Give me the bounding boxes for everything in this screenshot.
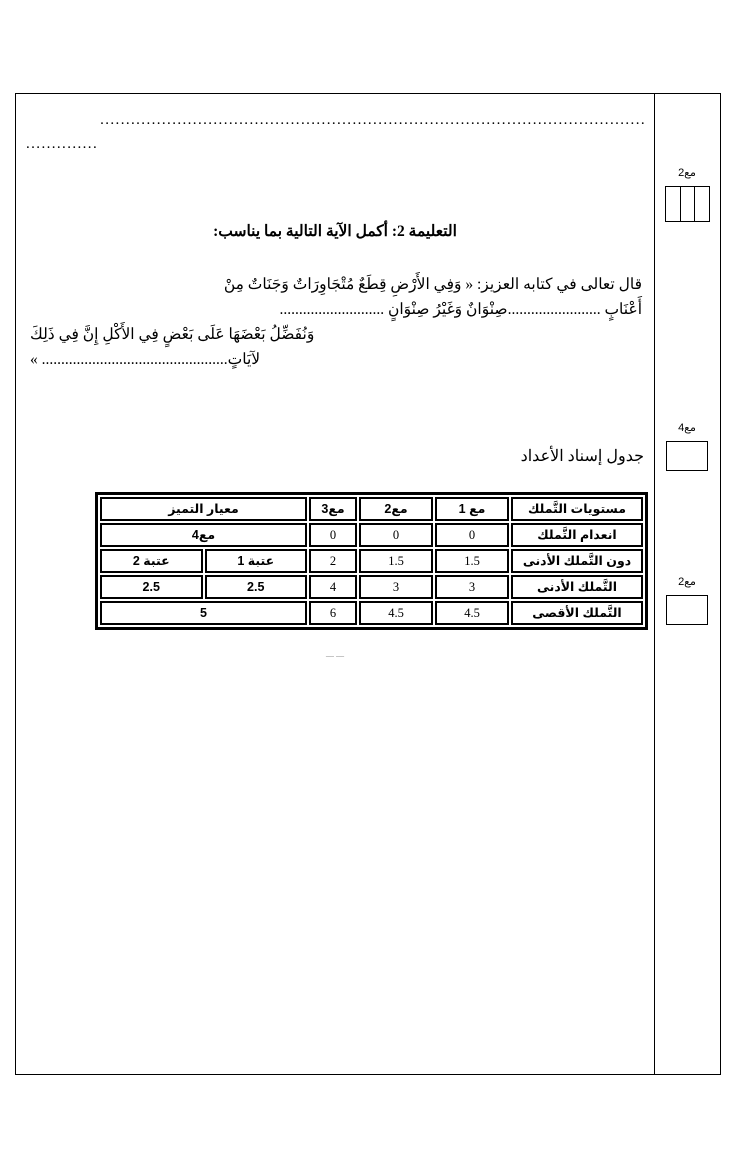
exam-page-frame xyxy=(15,93,721,1075)
header-levels: مستويات التَّملك xyxy=(511,497,643,521)
table-row xyxy=(100,575,643,599)
header-m2: مع2 xyxy=(359,497,433,521)
row-m3: 0 xyxy=(309,523,357,547)
score-marker-2 xyxy=(654,421,720,471)
row-level: انعدام التَّملك xyxy=(511,523,643,547)
score-marker-2-label: مع4 xyxy=(678,422,696,434)
grade-table-container xyxy=(95,492,648,630)
score-column xyxy=(654,94,720,1074)
row-criterion-threshold-1: عتبة 1 xyxy=(205,549,308,573)
score-cell[interactable] xyxy=(680,187,694,221)
scan-artifact: ـــ ـــ xyxy=(325,649,345,659)
table-header-row xyxy=(100,497,643,521)
row-m1: 4.5 xyxy=(435,601,509,625)
verse-line-1: قال تعالى في كتابه العزيز: « وَفِي الأَرْضِ قِطَعٌ مُتْجَاوِرَاتٌ وَجَنَاتٌ مِنْ xyxy=(223,276,642,293)
answer-dotted-lines xyxy=(26,108,646,156)
header-m1: مع 1 xyxy=(435,497,509,521)
table-row xyxy=(100,523,643,547)
score-box-single[interactable] xyxy=(666,441,708,471)
row-m1: 0 xyxy=(435,523,509,547)
row-m2: 3 xyxy=(359,575,433,599)
verse-line-2: أَعْنَابٍ ........................صِنْوَانٌ وَغَيْرُ صِنْوَانٍ ........................... xyxy=(279,301,642,318)
row-criterion-threshold-2: 2.5 xyxy=(100,575,203,599)
row-m1: 3 xyxy=(435,575,509,599)
score-box-triple[interactable] xyxy=(665,186,710,222)
row-m2: 0 xyxy=(359,523,433,547)
score-marker-3 xyxy=(654,575,720,625)
row-level: التَّملك الأقصى xyxy=(511,601,643,625)
row-m3: 6 xyxy=(309,601,357,625)
row-criterion: مع4 xyxy=(100,523,307,547)
header-m3: مع3 xyxy=(309,497,357,521)
verse-line-4: لآيَاتٍ................................................ » xyxy=(30,351,261,368)
score-marker-1 xyxy=(654,166,720,222)
row-m3: 2 xyxy=(309,549,357,573)
answer-line-full[interactable]: .......................................................................................................... xyxy=(100,112,646,128)
row-m1: 1.5 xyxy=(435,549,509,573)
grade-table xyxy=(98,495,645,627)
score-cell[interactable] xyxy=(694,187,708,221)
row-m3: 4 xyxy=(309,575,357,599)
score-box-single[interactable] xyxy=(666,595,708,625)
row-m2: 1.5 xyxy=(359,549,433,573)
row-m2: 4.5 xyxy=(359,601,433,625)
content-column xyxy=(16,94,654,1074)
instruction-heading: التعليمة 2: أكمل الآية التالية بما يناسب: xyxy=(213,223,457,240)
table-caption: جدول إسناد الأعداد xyxy=(520,448,644,465)
row-criterion-threshold-2: عتبة 2 xyxy=(100,549,203,573)
row-criterion-threshold-1: 2.5 xyxy=(205,575,308,599)
row-level: دون التَّملك الأدنى xyxy=(511,549,643,573)
row-level: التَّملك الأدنى xyxy=(511,575,643,599)
score-marker-3-label: مع2 xyxy=(678,576,696,588)
table-row xyxy=(100,549,643,573)
header-criterion: معيار التميز xyxy=(100,497,307,521)
verse-line-3: وَنُفَضِّلُ بَعْضَهَا عَلَى بَعْضٍ فِي الأَكْلِ إِنَّ فِي ذَلِكَ xyxy=(30,326,315,343)
score-cell[interactable] xyxy=(666,187,680,221)
verse-block xyxy=(30,272,642,372)
score-marker-1-label: مع2 xyxy=(678,167,696,179)
table-row xyxy=(100,601,643,625)
answer-line-short[interactable]: .............. xyxy=(26,136,99,152)
row-criterion: 5 xyxy=(100,601,307,625)
